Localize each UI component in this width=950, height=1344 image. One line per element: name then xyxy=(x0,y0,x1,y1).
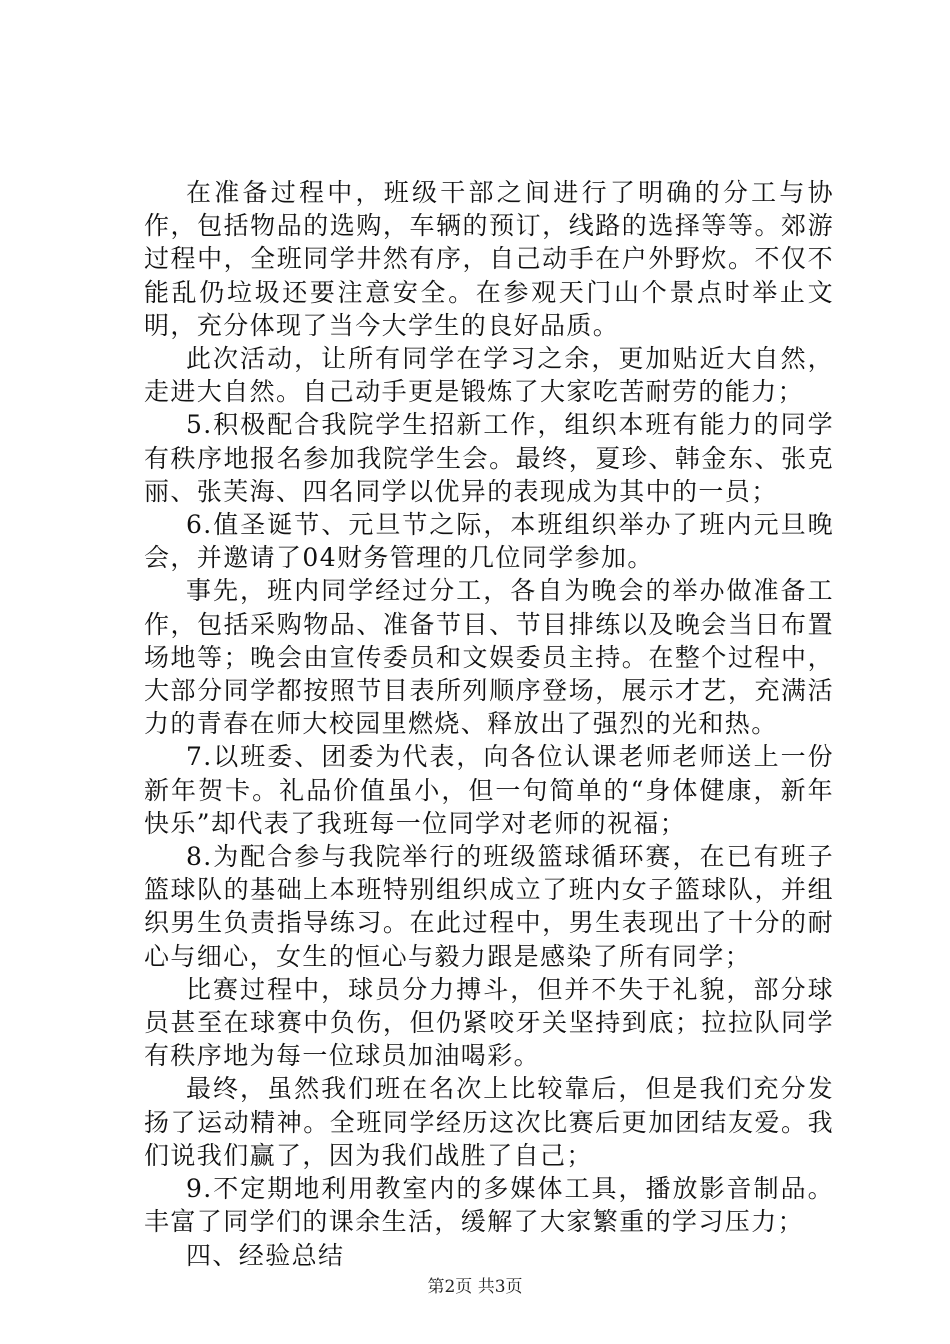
paragraph-match-result: 最终，虽然我们班在名次上比较靠后，但是我们充分发扬了运动精神。全班同学经历这次比赛后更加团结友爱。我们说我们赢了，因为我们战胜了自己； xyxy=(144,1074,834,1170)
paragraph-preparation: 在准备过程中，班级干部之间进行了明确的分工与协作，包括物品的选购，车辆的预订，线路的选择等等。郊游过程中，全班同学井然有序，自己动手在户外野炊。不仅不能乱仍垃圾还要注意安全。在参观天门山个景点时举止文明，充分体现了当今大学生的良好品质。 xyxy=(144,178,834,340)
paragraph-item-9: 9.不定期地利用教室内的多媒体工具，播放影音制品。丰富了同学们的课余生活，缓解了大家繁重的学习压力； xyxy=(144,1174,834,1237)
section-heading-experience-summary: 四、经验总结 xyxy=(186,1240,345,1270)
document-body xyxy=(144,176,834,1272)
page-number-indicator: 第2页 共3页 xyxy=(427,1277,523,1297)
paragraph-item-7: 7.以班委、团委为代表，向各位认课老师老师送上一份新年贺卡。礼品价值虽小，但一句简单的“身体健康，新年快乐”却代表了我班每一位同学对老师的祝福； xyxy=(144,742,834,838)
page-footer xyxy=(0,1272,950,1297)
paragraph-item-6: 6.值圣诞节、元旦节之际，本班组织举办了班内元旦晚会，并邀请了04财务管理的几位同学参加。 xyxy=(144,510,834,573)
paragraph-item-8: 8.为配合参与我院举行的班级篮球循环赛，在已有班子篮球队的基础上本班特别组织成立了班内女子篮球队，并组织男生负责指导练习。在此过程中，男生表现出了十分的耐心与细心，女生的恒心与毅力跟是感染了所有同学； xyxy=(144,842,834,971)
paragraph-party-details: 事先，班内同学经过分工，各自为晚会的举办做准备工作，包括采购物品、准备节目、节目排练以及晚会当日布置场地等；晚会由宣传委员和文娱委员主持。在整个过程中，大部分同学都按照节目表所列顺序登场，展示才艺，充满活力的青春在师大校园里燃烧、释放出了强烈的光和热。 xyxy=(144,576,834,739)
paragraph-match-process: 比赛过程中，球员分力搏斗，但并不失于礼貌，部分球员甚至在球赛中负伤，但仍紧咬牙关坚持到底；拉拉队同学有秩序地为每一位球员加油喝彩。 xyxy=(144,974,834,1071)
paragraph-activity-benefit: 此次活动，让所有同学在学习之余，更加贴近大自然，走进大自然。自己动手更是锻炼了大家吃苦耐劳的能力； xyxy=(144,344,834,407)
paragraph-item-5: 5.积极配合我院学生招新工作，组织本班有能力的同学有秩序地报名参加我院学生会。最终，夏珍、韩金东、张克丽、张芙海、四名同学以优异的表现成为其中的一员； xyxy=(144,410,834,506)
